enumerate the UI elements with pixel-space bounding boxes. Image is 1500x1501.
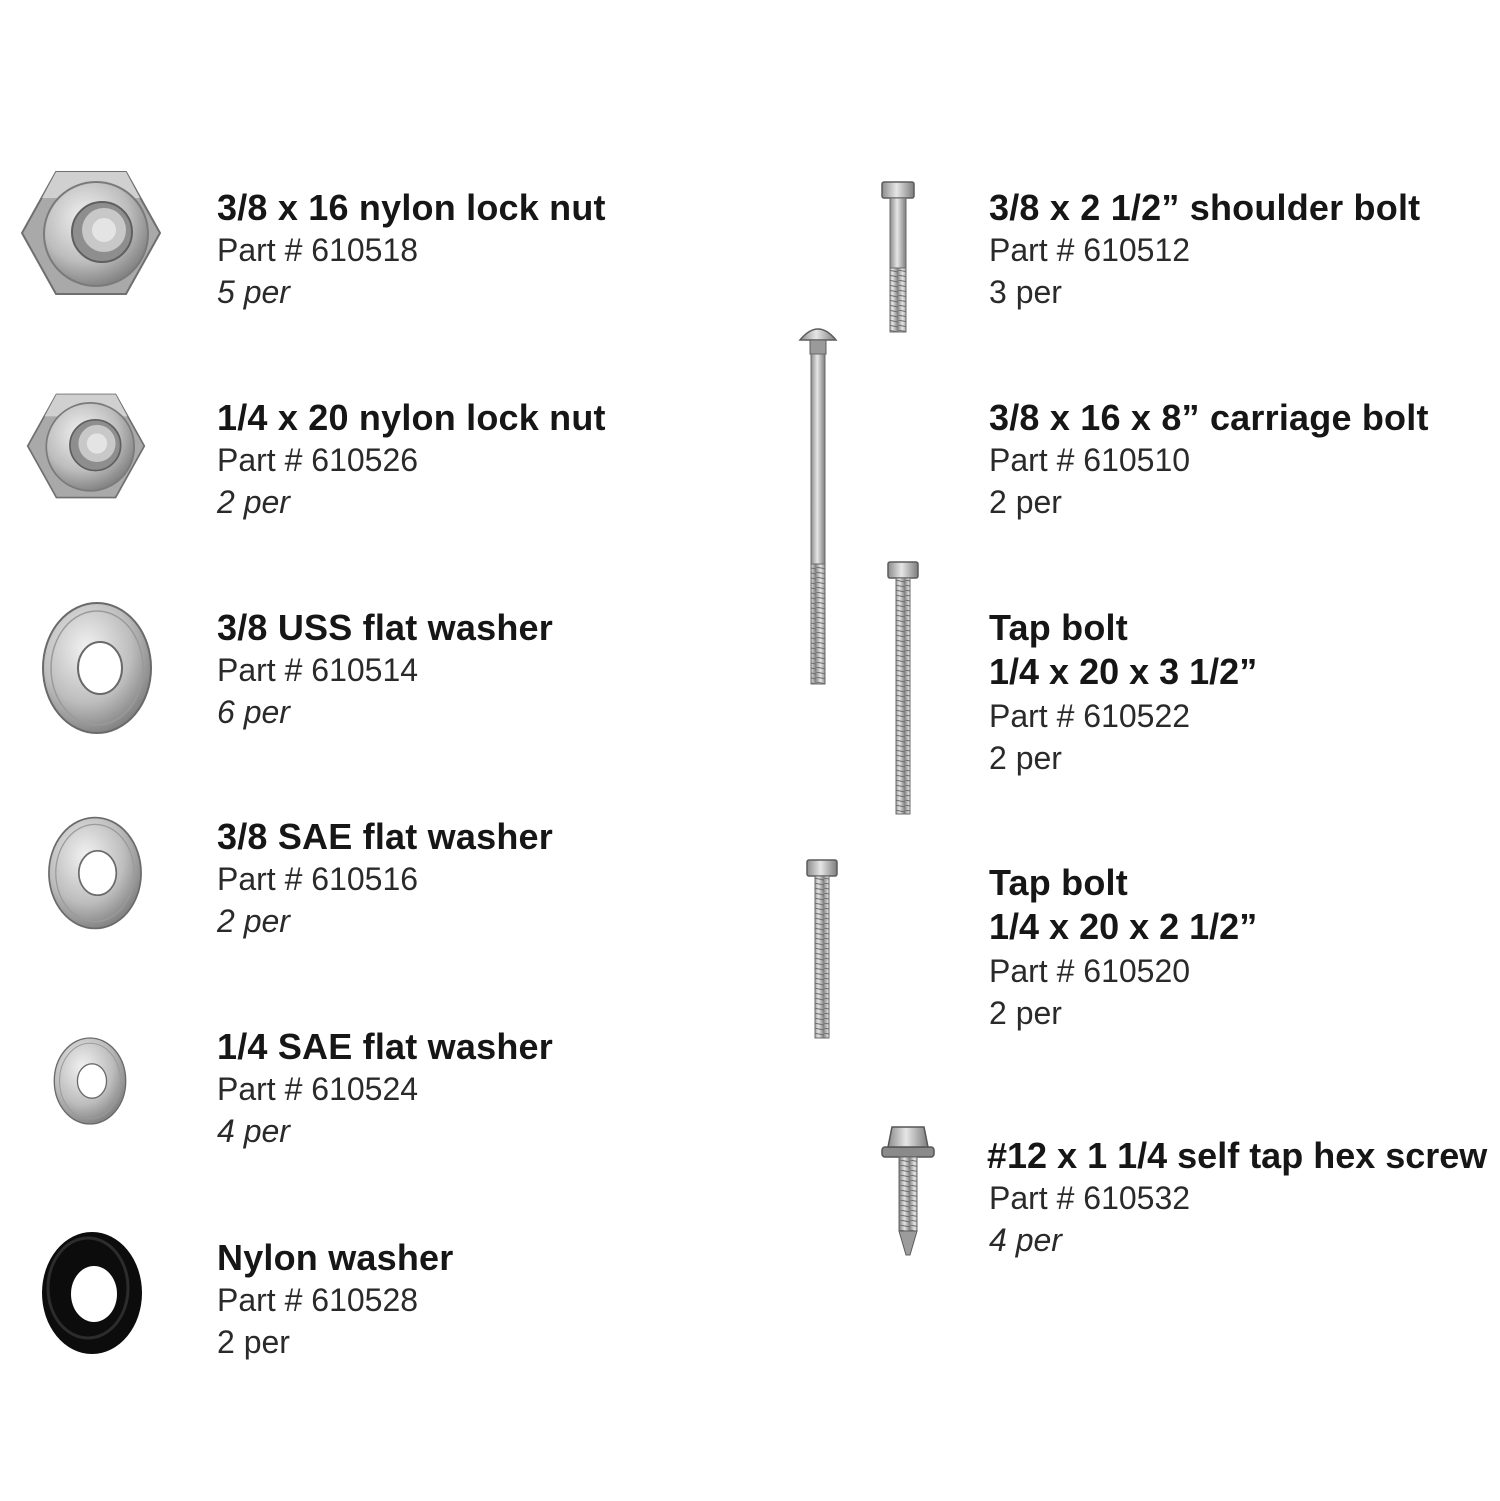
tap-bolt-icon — [885, 560, 921, 818]
part-number: Part # 610512 — [989, 232, 1191, 268]
shoulder-bolt-icon — [878, 180, 918, 336]
quantity: 2 per — [217, 903, 290, 939]
flat-washer-icon — [50, 1036, 130, 1126]
quantity: 3 per — [989, 274, 1062, 310]
hardware-item — [989, 397, 1429, 523]
part-number: Part # 610528 — [217, 1282, 419, 1318]
item-title: 3/8 x 2 1/2” shoulder bolt — [989, 187, 1421, 228]
flat-washer-icon — [40, 600, 154, 736]
quantity: 4 per — [989, 1222, 1062, 1258]
black-nylon-washer-icon — [40, 1230, 144, 1356]
carriage-bolt-icon — [796, 322, 840, 688]
item-title: Nylon washer — [217, 1237, 454, 1278]
item-title: 3/8 SAE flat washer — [217, 816, 553, 857]
hardware-item — [989, 862, 1257, 1034]
hardware-item — [989, 607, 1257, 779]
item-title: #12 x 1 1/4 self tap hex screw — [987, 1135, 1488, 1176]
part-number: Part # 610518 — [217, 232, 419, 268]
hardware-item — [987, 1135, 1487, 1261]
quantity: 4 per — [217, 1113, 290, 1149]
quantity: 5 per — [217, 274, 290, 310]
quantity: 2 per — [989, 995, 1062, 1031]
part-number: Part # 610522 — [989, 698, 1191, 734]
part-number: Part # 610516 — [217, 861, 419, 897]
item-title: 3/8 x 16 x 8” carriage bolt — [989, 397, 1429, 438]
part-number: Part # 610510 — [989, 442, 1191, 478]
self-tap-hex-screw-icon — [880, 1125, 936, 1257]
quantity: 6 per — [217, 694, 290, 730]
part-number: Part # 610524 — [217, 1071, 419, 1107]
hex-nylon-lock-nut-icon — [20, 168, 162, 298]
quantity: 2 per — [989, 484, 1062, 520]
quantity: 2 per — [217, 484, 290, 520]
part-number: Part # 610520 — [989, 953, 1191, 989]
item-size: 1/4 x 20 x 2 1/2” — [989, 906, 1258, 947]
quantity: 2 per — [989, 740, 1062, 776]
part-number: Part # 610532 — [989, 1180, 1191, 1216]
item-title: Tap bolt — [989, 607, 1128, 648]
tap-bolt-icon — [804, 858, 840, 1042]
item-size: 1/4 x 20 x 3 1/2” — [989, 651, 1258, 692]
quantity: 2 per — [217, 1324, 290, 1360]
flat-washer-icon — [46, 815, 144, 931]
part-number: Part # 610514 — [217, 652, 419, 688]
item-title: Tap bolt — [989, 862, 1128, 903]
item-title: 1/4 SAE flat washer — [217, 1026, 553, 1067]
part-number: Part # 610526 — [217, 442, 419, 478]
hex-nylon-lock-nut-icon — [26, 390, 146, 502]
hardware-item — [989, 187, 1420, 313]
item-title: 3/8 USS flat washer — [217, 607, 553, 648]
item-title: 1/4 x 20 nylon lock nut — [217, 397, 606, 438]
item-title: 3/8 x 16 nylon lock nut — [217, 187, 606, 228]
